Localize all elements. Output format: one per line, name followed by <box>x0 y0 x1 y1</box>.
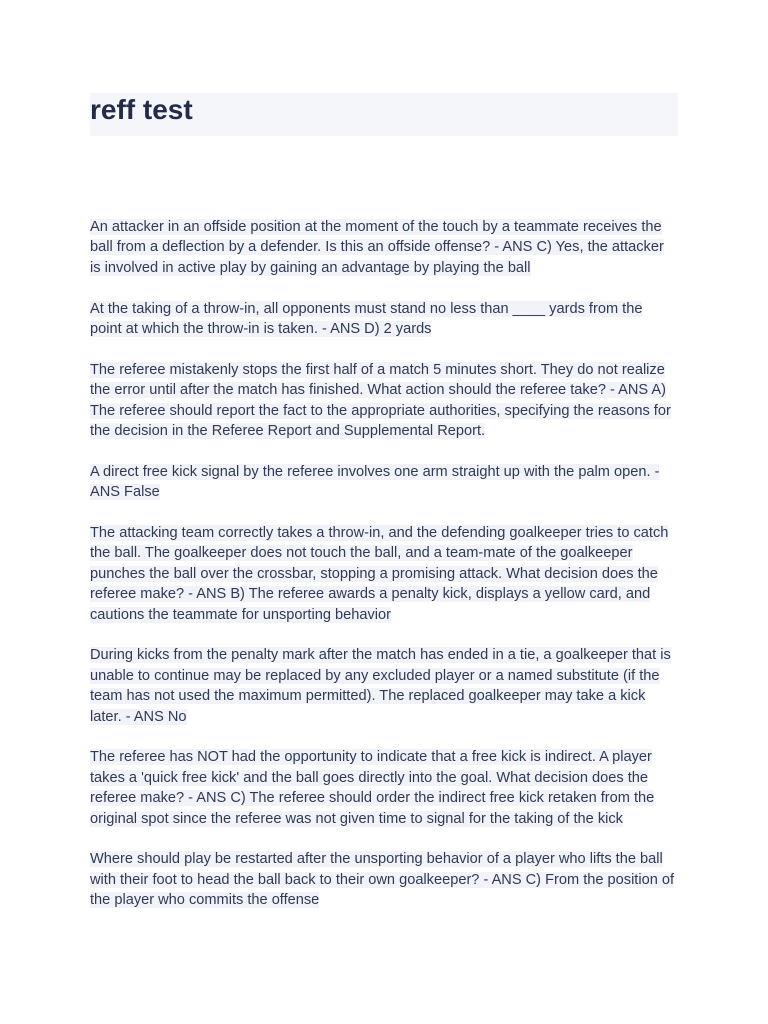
title-bar <box>90 93 678 136</box>
qa-text: Where should play be restarted after the unsporting behavior of a player who lifts the ball with their foot to head the ball back to their own goalkeeper? - ANS C) From the position of the player who commits the offense <box>90 851 675 909</box>
qa-text: A direct free kick signal by the referee involves one arm straight up with the palm open. - ANS False <box>90 463 660 501</box>
qa-item <box>90 523 678 625</box>
document-page <box>90 93 678 931</box>
page-title: reff test <box>90 94 193 125</box>
qa-item <box>90 299 678 340</box>
qa-item <box>90 645 678 727</box>
qa-item <box>90 747 678 829</box>
qa-text: The attacking team correctly takes a throw-in, and the defending goalkeeper tries to catch the ball. The goalkeeper does not touch the ball, and a team-mate of the goalkeeper punches the ball over the crossbar, stopping a promising attack. What decision does the referee make? - ANS B) The referee awards a penalty kick, displays a yellow card, and cautions the teammate for unsporting behavior <box>90 525 669 623</box>
qa-item <box>90 217 678 278</box>
qa-text: An attacker in an offside position at the moment of the touch by a teammate receives the ball from a deflection by a defender. Is this an offside offense? - ANS C) Yes, the attacker is involved in active play by gaining an advantage by playing the ball <box>90 219 664 276</box>
qa-item <box>90 849 678 910</box>
qa-text: During kicks from the penalty mark after the match has ended in a tie, a goalkeeper that is unable to continue may be replaced by any excluded player or a named substitute (if the team has not used the maximum permitted). The replaced goalkeeper may take a kick later. - ANS No <box>90 647 671 725</box>
qa-text: The referee has NOT had the opportunity to indicate that a free kick is indirect. A player takes a 'quick free kick' and the ball goes directly into the goal. What decision does the referee make? - ANS C) The referee should order the indirect free kick retaken from the original spot since the referee was not given time to signal for the taking of the kick <box>90 749 655 827</box>
qa-item <box>90 462 678 503</box>
qa-list <box>90 217 678 911</box>
qa-text: At the taking of a throw-in, all opponents must stand no less than ____ yards from the point at which the throw-in is taken. - ANS D) 2 yards <box>90 300 643 338</box>
qa-text: The referee mistakenly stops the first half of a match 5 minutes short. They do not realize the error until after the match has finished. What action should the referee take? - ANS A) The referee should report the fact to the appropriate authorities, specifying the reasons for the decision in the Referee Report and Supplemental Report. <box>90 361 671 440</box>
qa-item <box>90 360 678 442</box>
